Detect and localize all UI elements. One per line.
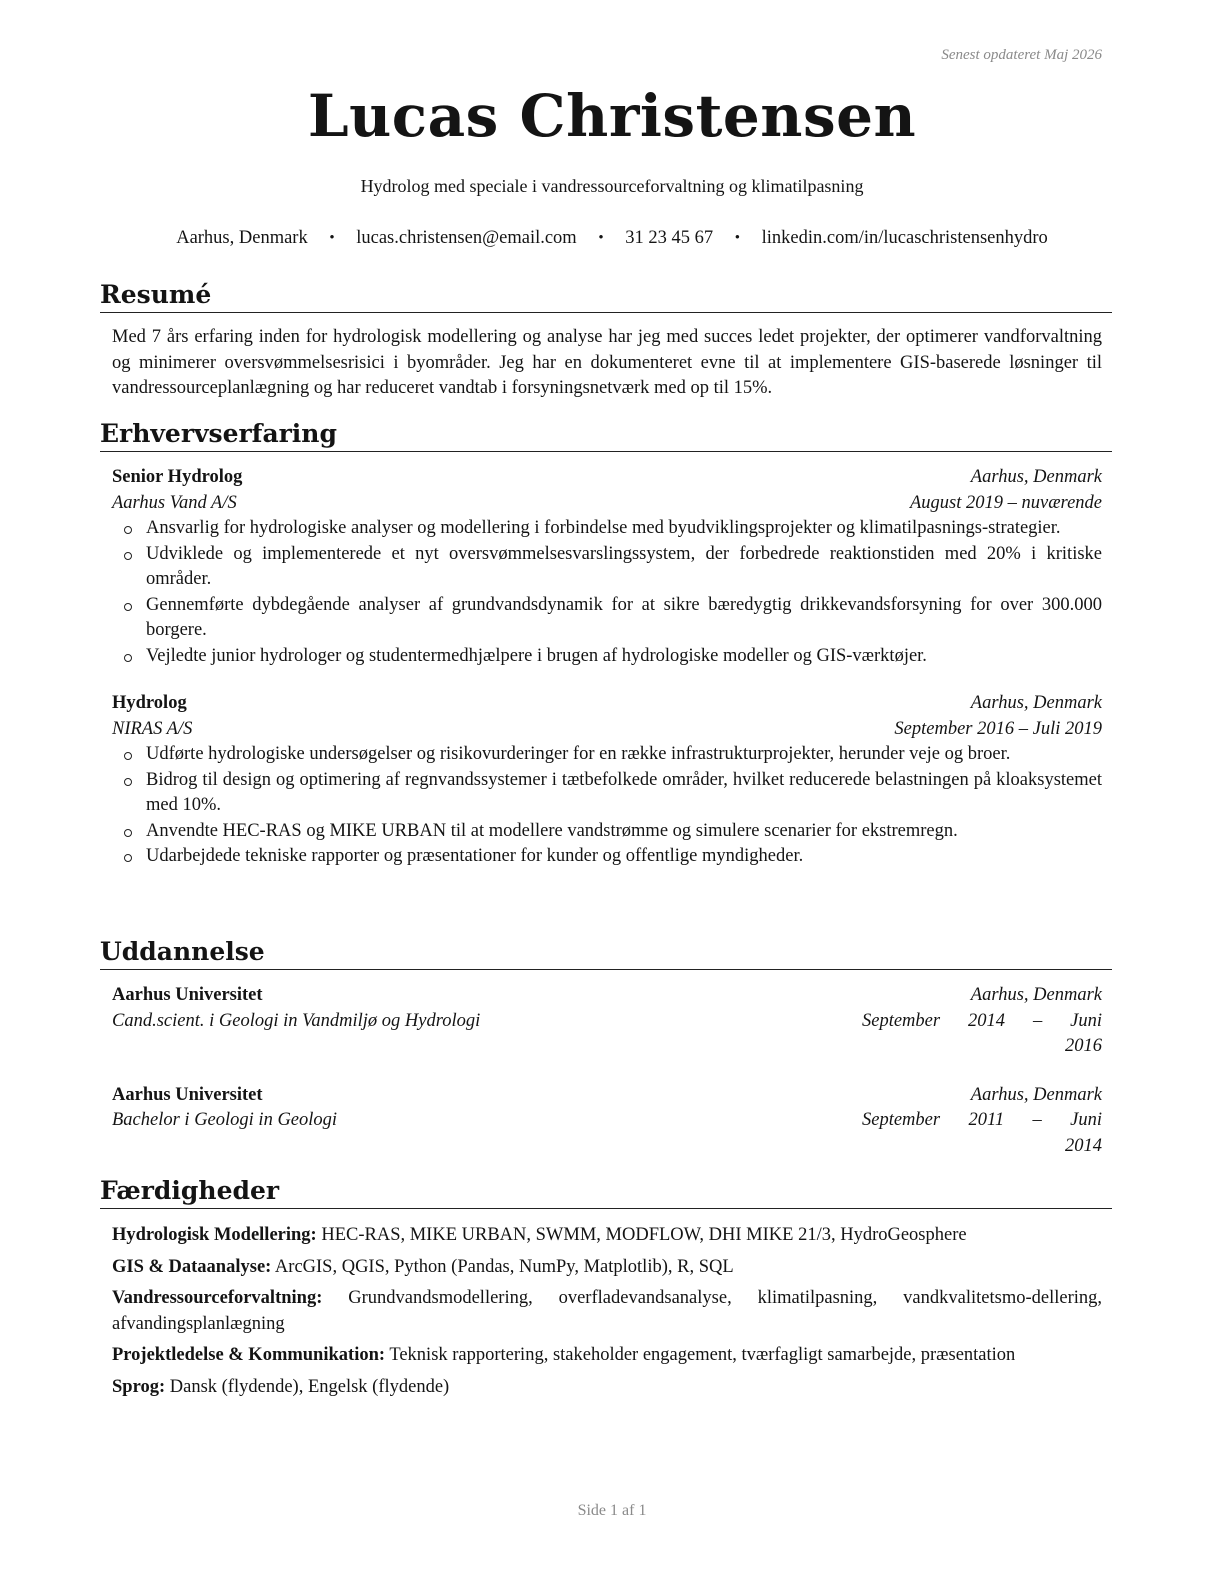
- bullet-text: Gennemførte dybdegående analyser af grundvandsdynamik for at sikre bæredygtig drikkevandsforsyning for over 300.000 borgere.: [146, 594, 1102, 640]
- bullet-text: Vejledte junior hydrologer og studentermedhjælpere i brugen af hydrologiske modeller og GIS-værktøjer.: [146, 645, 927, 666]
- candidate-name: Lucas Christensen: [307, 82, 917, 150]
- skill-label: Sprog:: [112, 1376, 166, 1397]
- job-location: Aarhus, Denmark: [970, 693, 1102, 713]
- education-dates-end: 2014: [1065, 1135, 1102, 1156]
- list-item: [112, 768, 1102, 819]
- bullet-text: Udviklede og implementerede et nyt oversvømmelsesvarslingssystem, der forbedrede reaktionstiden med 20% i kritiske områder.: [146, 543, 1102, 589]
- list-item: [112, 644, 1102, 670]
- bullet-text: Bidrog til design og optimering af regnvandssystemer i tætbefolkede områder, hvilket reducerede belastningen på kloaksystemet med 10%.: [146, 769, 1102, 815]
- contact-linkedin[interactable]: linkedin.com/in/lucaschristensenhydro: [761, 228, 1048, 248]
- job-location: Aarhus, Denmark: [970, 467, 1102, 487]
- list-item: [112, 742, 1102, 768]
- separator-bullet: •: [734, 230, 740, 246]
- job-dates: September 2016 – Juli 2019: [894, 718, 1102, 739]
- summary-section: [100, 279, 1112, 402]
- skill-label: GIS & Dataanalyse:: [112, 1256, 272, 1277]
- contact-line: [0, 228, 1224, 249]
- job-company: Aarhus Vand A/S: [112, 492, 237, 513]
- tagline: Hydrolog med speciale i vandressourceforvaltning og klimatilpasning: [360, 176, 864, 196]
- skill-row: [112, 1343, 1102, 1369]
- list-item: [112, 516, 1102, 542]
- skill-value: Teknisk rapportering, stakeholder engagement, tværfagligt samarbejde, præsentation: [389, 1345, 1016, 1365]
- job-role: Hydrolog: [112, 693, 187, 713]
- education-section: [100, 936, 1112, 1159]
- circle-bullet-icon: [124, 552, 132, 560]
- section-title: Resumé: [100, 279, 1112, 313]
- job-entry: [112, 465, 1102, 669]
- job-entry: [112, 691, 1102, 870]
- skill-label: Hydrologisk Modellering:: [112, 1225, 317, 1245]
- contact-phone: 31 23 45 67: [625, 228, 714, 248]
- circle-bullet-icon: [124, 526, 132, 534]
- skill-row: [112, 1223, 1102, 1249]
- contact-email[interactable]: lucas.christensen@email.com: [356, 228, 577, 248]
- job-bullets: [112, 516, 1102, 669]
- experience-section: [100, 418, 1112, 870]
- last-updated: Senest opdateret Maj 2026: [941, 47, 1102, 63]
- circle-bullet-icon: [124, 829, 132, 837]
- bullet-text: Udarbejdede tekniske rapporter og præsentationer for kunder og offentlige myndigheder.: [146, 846, 804, 866]
- circle-bullet-icon: [124, 654, 132, 662]
- bullet-text: Udførte hydrologiske undersøgelser og risikovurderinger for en række infrastrukturprojekter, herunder veje og broer.: [146, 744, 1011, 764]
- contact-location: Aarhus, Denmark: [176, 228, 308, 248]
- job-company: NIRAS A/S: [112, 718, 193, 739]
- education-dates: September 2011 – Juni: [862, 1110, 1102, 1130]
- separator-bullet: •: [329, 230, 335, 246]
- skills-section: [100, 1175, 1112, 1400]
- list-item: [112, 844, 1102, 870]
- school-location: Aarhus, Denmark: [970, 1084, 1102, 1105]
- section-title: Færdigheder: [100, 1175, 1112, 1209]
- list-item: [112, 593, 1102, 644]
- skill-value: Dansk (flydende), Engelsk (flydende): [169, 1376, 450, 1397]
- summary-text: Med 7 års erfaring inden for hydrologisk modellering og analyse har jeg med succes ledet projekter, der optimerer vandforvaltning og minimerer oversvømmelsesrisici i byområder. Jeg har en dokumenteret evne til at implementere GIS-baserede løsninger til vandressourceplanlægning og har reduceret vandtab i forsyningsnetværk med op til 15%.: [112, 327, 1102, 398]
- degree-name: Bachelor i Geologi in Geologi: [112, 1110, 338, 1130]
- skill-row: [112, 1375, 1102, 1401]
- school-name: Aarhus Universitet: [112, 985, 263, 1005]
- list-item: [112, 819, 1102, 845]
- list-item: [112, 542, 1102, 593]
- skill-value: ArcGIS, QGIS, Python (Pandas, NumPy, Matplotlib), R, SQL: [274, 1256, 734, 1277]
- separator-bullet: •: [598, 230, 604, 246]
- skill-value: HEC-RAS, MIKE URBAN, SWMM, MODFLOW, DHI MIKE 21/3, HydroGeosphere: [321, 1225, 967, 1245]
- circle-bullet-icon: [124, 854, 132, 862]
- skill-value: Grundvandsmodellering, overfladevandsanalyse, klimatilpasning, vandkvalitetsmo-dellering, afvandingsplanlægning: [112, 1288, 1103, 1334]
- school-location: Aarhus, Denmark: [970, 985, 1102, 1005]
- circle-bullet-icon: [124, 778, 132, 786]
- bullet-text: Ansvarlig for hydrologiske analyser og modellering i forbindelse med byudviklingsprojekter og klimatilpasnings-strategier.: [146, 518, 1061, 538]
- bullet-text: Anvendte HEC-RAS og MIKE URBAN til at modellere vandstrømme og simulere scenarier for ekstremregn.: [146, 820, 958, 841]
- skill-row: [112, 1255, 1102, 1281]
- degree-name: Cand.scient. i Geologi in Vandmiljø og Hydrologi: [112, 1010, 481, 1031]
- job-dates: August 2019 – nuværende: [909, 492, 1102, 513]
- skill-label: Projektledelse & Kommunikation:: [112, 1345, 386, 1365]
- education-entry: [112, 983, 1102, 1060]
- education-dates-end: 2016: [1065, 1036, 1102, 1056]
- section-title: Erhvervserfaring: [100, 418, 1112, 452]
- job-role: Senior Hydrolog: [112, 467, 243, 487]
- job-bullets: [112, 742, 1102, 870]
- education-dates: September 2014 – Juni: [862, 1010, 1102, 1031]
- section-title: Uddannelse: [100, 936, 1112, 970]
- circle-bullet-icon: [124, 752, 132, 760]
- skill-row: [112, 1286, 1102, 1337]
- education-entry: [112, 1083, 1102, 1160]
- skill-label: Vandressourceforvaltning:: [112, 1288, 323, 1308]
- school-name: Aarhus Universitet: [112, 1084, 263, 1105]
- page-number: Side 1 af 1: [577, 1502, 647, 1519]
- circle-bullet-icon: [124, 603, 132, 611]
